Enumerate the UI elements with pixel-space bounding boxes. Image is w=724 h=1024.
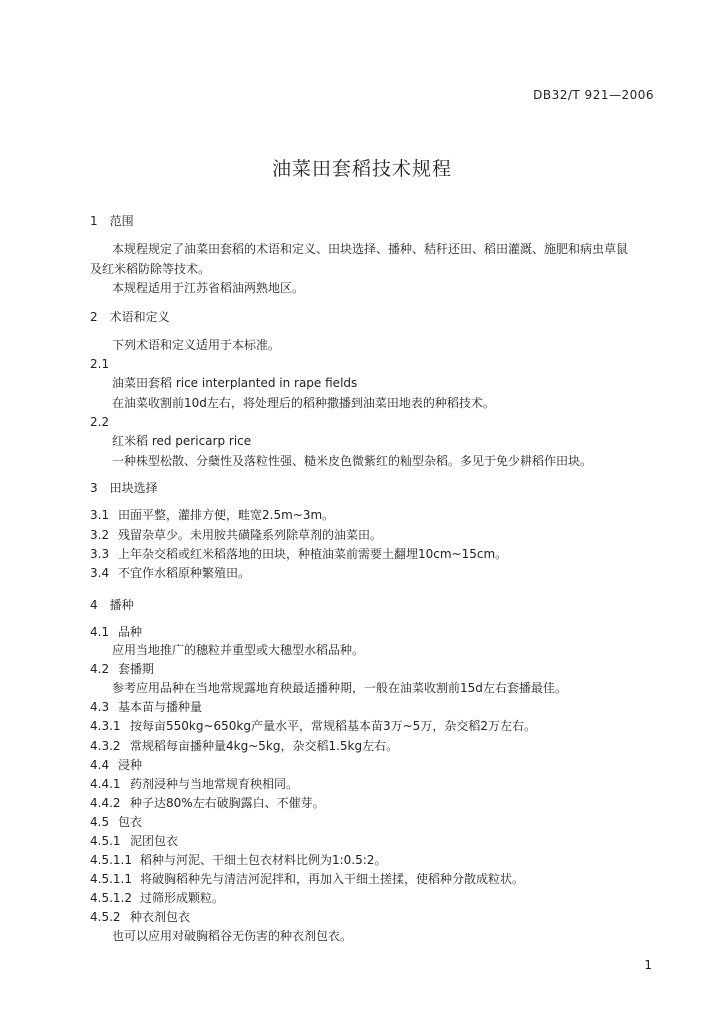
subsection-number: 4.5 — [90, 815, 110, 829]
subsection-number: 4.4 — [90, 758, 110, 772]
subsection-4-1-text: 应用当地推广的穗粒并重型或大穗型水稻品种。 — [112, 643, 365, 657]
page-number: 1 — [644, 958, 652, 972]
item-text: 残留杂草少。未用胺共磺隆系列除草剂的油菜田。 — [118, 528, 383, 542]
term-2-2-number: 2.2 — [90, 415, 110, 429]
item-number: 3.2 — [90, 528, 110, 542]
clause-text: 将破胸稻种先与清洁河泥拌和，再加入干细土搓揉，使稻种分散成粒状。 — [140, 872, 525, 886]
subsection-4-5-1-heading — [90, 833, 178, 849]
item-text: 田面平整，灌排方便，畦宽2.5m~3m。 — [118, 508, 335, 522]
clause-4-3-1 — [90, 718, 536, 734]
section-number: 4 — [90, 598, 98, 612]
section-title: 播种 — [109, 598, 134, 612]
section-number: 2 — [90, 310, 98, 324]
clause-4-5-1-2 — [90, 890, 224, 906]
section-1-para-2: 本规程适用于江苏省稻油两熟地区。 — [112, 281, 305, 295]
clause-text: 过筛形成颗粒。 — [140, 891, 225, 905]
subsection-4-4-heading — [90, 757, 142, 773]
item-text: 不宜作水稻原种繁殖田。 — [118, 566, 251, 580]
list-item — [90, 546, 507, 562]
section-title: 田块选择 — [109, 481, 158, 495]
standard-code: DB32/T 921—2006 — [533, 88, 654, 102]
clause-number: 4.3.1 — [90, 719, 121, 733]
clause-number: 4.4.2 — [90, 796, 121, 810]
subsection-4-2-heading — [90, 661, 154, 677]
subsection-title: 套播期 — [118, 662, 155, 676]
clause-4-4-1 — [90, 776, 298, 792]
clause-number: 4.5.2 — [90, 910, 121, 924]
clause-number: 4.5.1.1 — [90, 872, 132, 886]
section-number: 3 — [90, 481, 98, 495]
item-number: 3.3 — [90, 547, 110, 561]
list-item — [90, 565, 250, 581]
term-2-1-definition: 在油菜收割前10d左右，将处理后的稻种撒播到油菜田地表的种稻技术。 — [112, 396, 495, 410]
clause-4-3-2 — [90, 738, 398, 754]
term-2-1-name: 油菜田套稻 rice interplanted in rape fields — [112, 376, 358, 390]
section-3-heading — [90, 480, 158, 496]
subsection-4-2-text: 参考应用品种在当地常规露地育秧最适播种期，一般在油菜收割前15d左右套播最佳。 — [112, 681, 567, 695]
term-2-2-name: 红米稻 red pericarp rice — [112, 434, 252, 448]
section-2-intro: 下列术语和定义适用于本标准。 — [112, 338, 281, 352]
list-item — [90, 507, 334, 523]
section-1-para-1a: 本规程规定了油菜田套稻的术语和定义、田块选择、播种、秸秆还田、稻田灌溉、施肥和病虫草鼠 — [112, 242, 629, 256]
item-number: 3.4 — [90, 566, 110, 580]
subsection-4-5-2-text: 也可以应用对破胸稻谷无伤害的种衣剂包衣。 — [112, 929, 353, 943]
clause-4-5-1-1 — [90, 852, 386, 868]
clause-4-5-1-1b — [90, 871, 524, 887]
clause-number: 4.5.1.2 — [90, 891, 132, 905]
clause-text: 药剂浸种与当地常规育秧相同。 — [130, 777, 299, 791]
page-title: 油菜田套稻技术规程 — [271, 158, 452, 180]
clause-text: 种子达80%左右破胸露白、不催芽。 — [130, 796, 325, 810]
subsection-title: 包衣 — [118, 815, 143, 829]
list-item — [90, 527, 382, 543]
clause-title: 泥团包衣 — [130, 834, 179, 848]
clause-number: 4.4.1 — [90, 777, 121, 791]
section-title: 范围 — [109, 214, 134, 228]
section-1-heading — [90, 213, 134, 229]
clause-title: 种衣剂包衣 — [130, 910, 191, 924]
section-4-heading — [90, 597, 134, 613]
term-2-1-number: 2.1 — [90, 357, 110, 371]
section-2-heading — [90, 309, 170, 325]
clause-number: 4.5.1 — [90, 834, 121, 848]
clause-text: 按每亩550kg~650kg产量水平，常规稻基本苗3万~5万，杂交稻2万左右。 — [130, 719, 536, 733]
subsection-number: 4.2 — [90, 662, 110, 676]
subsection-number: 4.1 — [90, 625, 110, 639]
clause-4-4-2 — [90, 795, 325, 811]
subsection-4-5-2-heading — [90, 909, 190, 925]
subsection-4-1-heading — [90, 624, 142, 640]
clause-text: 常规稻每亩播种量4kg~5kg，杂交稻1.5kg左右。 — [130, 739, 399, 753]
item-text: 上年杂交稻或红米稻落地的田块，种植油菜前需要土翻埋10cm~15cm。 — [118, 547, 508, 561]
subsection-title: 品种 — [118, 625, 143, 639]
section-title: 术语和定义 — [109, 310, 170, 324]
section-1-para-1b: 及红米稻防除等技术。 — [90, 262, 211, 276]
term-2-2-definition: 一种株型松散、分蘖性及落粒性强、糙米皮色微紫红的籼型杂稻。多见于免少耕稻作田块。 — [112, 454, 593, 468]
subsection-4-5-heading — [90, 814, 142, 830]
clause-text: 稻种与河泥、干细土包衣材料比例为1:0.5:2。 — [140, 853, 387, 867]
clause-number: 4.5.1.1 — [90, 853, 132, 867]
section-number: 1 — [90, 214, 98, 228]
subsection-4-3-heading — [90, 699, 202, 715]
clause-number: 4.3.2 — [90, 739, 121, 753]
subsection-title: 基本苗与播种量 — [118, 700, 203, 714]
subsection-number: 4.3 — [90, 700, 110, 714]
item-number: 3.1 — [90, 508, 110, 522]
subsection-title: 浸种 — [118, 758, 143, 772]
